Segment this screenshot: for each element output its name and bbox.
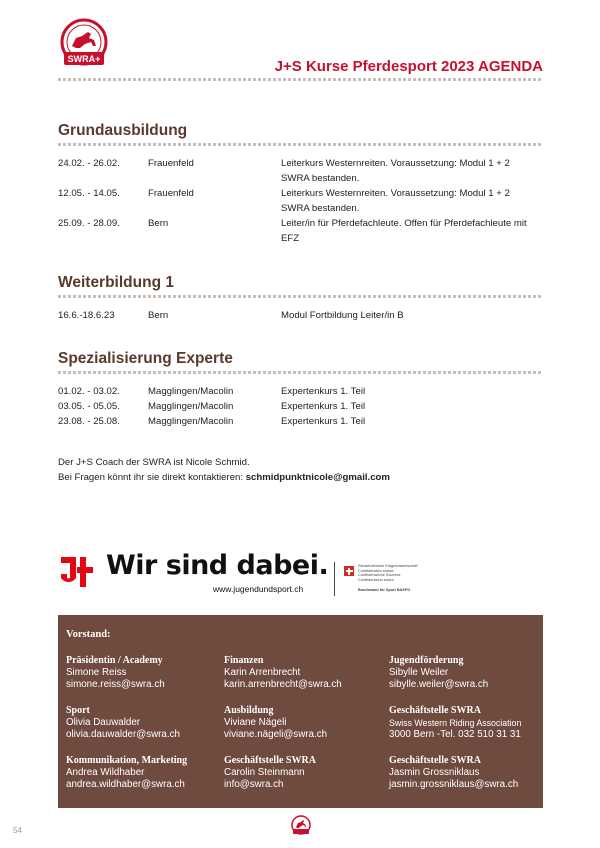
agenda-row [58, 156, 543, 186]
header-divider [58, 78, 543, 81]
member-name: Karin Arrenbrecht [224, 667, 301, 678]
section-divider [58, 295, 543, 298]
row-place: Bern [148, 310, 169, 321]
member-email[interactable]: sibylle.weiler@swra.ch [389, 679, 489, 690]
coach-email-link[interactable]: schmidpunktnicole@gmail.com [245, 472, 390, 483]
section-heading: Spezialisierung Experte [58, 350, 233, 367]
banner-slogan: Wir sind dabei. [106, 550, 329, 581]
page-number: 54 [13, 826, 22, 835]
coach-contact-line [58, 470, 390, 485]
member-role: Ausbildung [224, 705, 274, 716]
member-role: Finanzen [224, 655, 264, 666]
agenda-row [58, 414, 543, 429]
board-member [224, 655, 389, 691]
row-desc: Leiterkurs Westernreiten. Voraussetzung: Modul 1 + 2 SWRA bestanden. [281, 158, 510, 184]
member-role: Geschäftstelle SWRA [224, 755, 316, 766]
agenda-row [58, 399, 543, 414]
row-place: Frauenfeld [148, 188, 194, 199]
agenda-row [58, 308, 543, 323]
member-name: Carolin Steinmann [224, 767, 305, 778]
row-date: 01.02. - 03.02. [58, 386, 120, 397]
row-desc: Leiter/in für Pferdefachleute. Offen für Pferdefachleute mit EFZ [281, 218, 527, 244]
row-place: Magglingen/Macolin [148, 386, 234, 397]
member-email[interactable]: jasmin.grossniklaus@swra.ch [389, 779, 519, 790]
row-desc: Leiterkurs Westernreiten. Voraussetzung: Modul 1 + 2 SWRA bestanden. [281, 188, 510, 214]
section-grundausbildung [58, 122, 543, 246]
row-date: 23.08. - 25.08. [58, 416, 120, 427]
banner-url-link[interactable]: www.jugendundsport.ch [213, 584, 304, 594]
footer-swra-logo-icon [290, 815, 312, 837]
member-role: Geschäftstelle SWRA [389, 705, 481, 716]
coach-contact-prefix: Bei Fragen könnt ihr sie direkt kontaktieren: [58, 472, 246, 483]
banner-separator [334, 562, 335, 596]
agenda-row [58, 384, 543, 399]
board-member [66, 755, 224, 791]
board-member [389, 705, 535, 741]
confederation-text [358, 564, 438, 582]
board-member [389, 655, 535, 691]
section-heading: Weiterbildung 1 [58, 274, 174, 291]
member-role: Kommunikation, Marketing [66, 755, 188, 766]
member-role: Sport [66, 705, 90, 716]
board-member [66, 655, 224, 691]
row-date: 25.09. - 28.09. [58, 218, 120, 229]
row-place: Magglingen/Macolin [148, 401, 234, 412]
board-member [224, 755, 389, 791]
board-member [389, 755, 535, 791]
logo-text: SWRA+ [67, 54, 101, 64]
row-place: Bern [148, 218, 169, 229]
office-name: Bundesamt für Sport BASPO [358, 588, 411, 592]
js-banner [58, 548, 418, 600]
section-weiterbildung [58, 274, 543, 323]
row-date: 12.05. - 14.05. [58, 188, 120, 199]
row-desc: Modul Fortbildung Leiter/in B [281, 310, 404, 321]
board-member [66, 705, 224, 741]
board-title: Vorstand: [66, 629, 111, 640]
section-heading: Grundausbildung [58, 122, 188, 139]
row-date: 16.6.-18.6.23 [58, 310, 115, 321]
confederation-line: Confederaziun svizra [358, 577, 394, 582]
confederation-line: Confédération suisse [358, 568, 394, 573]
member-role: Jugendförderung [389, 655, 464, 666]
member-name: Olivia Dauwalder [66, 717, 141, 728]
row-place: Frauenfeld [148, 158, 194, 169]
page-title [275, 58, 543, 75]
board-grid [66, 655, 535, 791]
member-email[interactable]: karin.arrenbrecht@swra.ch [224, 679, 342, 690]
row-place: Magglingen/Macolin [148, 416, 234, 427]
page-title-suffix: AGENDA [477, 58, 543, 75]
member-phone: 3000 Bern -Tel. 032 510 31 31 [389, 729, 521, 740]
member-name: Andrea Wildhaber [66, 767, 145, 778]
member-name: Swiss Western Riding Association [389, 718, 522, 728]
swiss-cross-icon [344, 566, 354, 576]
confederation-line: Confederazione Svizzera [358, 573, 401, 578]
member-role: Geschäftstelle SWRA [389, 755, 481, 766]
swra-logo [58, 18, 110, 70]
coach-line: Der J+S Coach der SWRA ist Nicole Schmid. [58, 457, 250, 468]
coach-note [58, 455, 390, 485]
member-email[interactable]: viviane.nägeli@swra.ch [224, 729, 328, 740]
board-box [58, 615, 543, 808]
section-divider [58, 143, 543, 146]
member-email[interactable]: simone.reiss@swra.ch [66, 679, 165, 690]
member-name: Jasmin Grossniklaus [389, 767, 480, 778]
agenda-row [58, 216, 543, 246]
board-member [224, 705, 389, 741]
member-role: Präsidentin / Academy [66, 655, 163, 666]
row-desc: Expertenkurs 1. Teil [281, 401, 366, 412]
section-divider [58, 371, 543, 374]
row-date: 24.02. - 26.02. [58, 158, 120, 169]
member-name: Viviane Nägeli [224, 717, 287, 728]
row-date: 03.05. - 05.05. [58, 401, 120, 412]
section-spezialisierung [58, 350, 543, 429]
js-logo-icon [58, 554, 94, 590]
member-name: Simone Reiss [66, 667, 127, 678]
member-email[interactable]: olivia.dauwalder@swra.ch [66, 729, 180, 740]
agenda-row [58, 186, 543, 216]
confederation-line: Schweizerische Eidgenossenschaft [358, 564, 418, 568]
row-desc: Expertenkurs 1. Teil [281, 386, 366, 397]
page-title-main: J+S Kurse Pferdesport 2023 [274, 58, 475, 75]
member-email[interactable]: info@swra.ch [224, 779, 284, 790]
row-desc: Expertenkurs 1. Teil [281, 416, 366, 427]
member-email[interactable]: andrea.wildhaber@swra.ch [66, 779, 185, 790]
member-name: Sibylle Weiler [389, 667, 449, 678]
